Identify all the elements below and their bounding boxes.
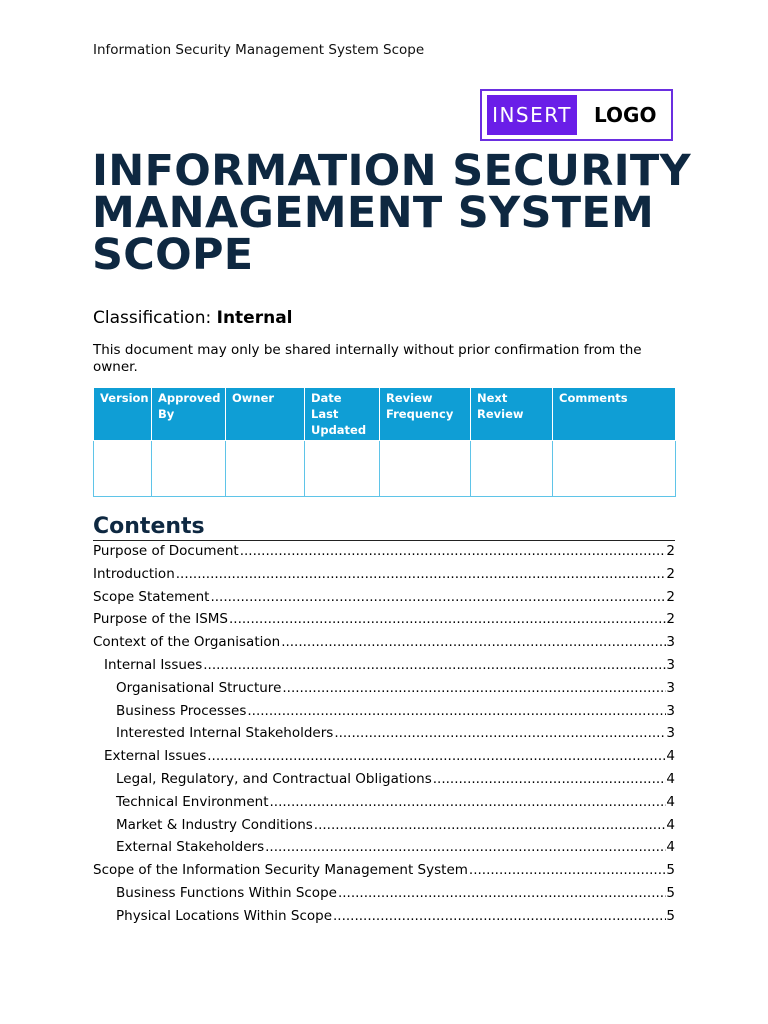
toc-entry-page-number[interactable]: 3 <box>666 656 675 673</box>
toc-entry[interactable] <box>93 703 675 726</box>
toc-entry[interactable] <box>93 794 675 817</box>
toc-entry[interactable] <box>93 634 675 657</box>
logo-text: LOGO <box>594 103 657 127</box>
toc-dot-leader <box>333 725 666 741</box>
toc-entry-page-number[interactable]: 3 <box>666 702 675 719</box>
toc-entry[interactable] <box>93 885 675 908</box>
toc-dot-leader <box>206 748 666 764</box>
toc-entry-label[interactable]: Scope Statement <box>93 588 210 605</box>
toc-dot-leader <box>280 634 666 650</box>
toc-entry-label[interactable]: Physical Locations Within Scope <box>116 907 333 924</box>
document-title: INFORMATION SECURITY MANAGEMENT SYSTEM SCOPE <box>92 146 691 280</box>
toc-dot-leader <box>281 680 666 696</box>
table-row <box>94 441 676 497</box>
toc-entry[interactable] <box>93 771 675 794</box>
toc-entry-label[interactable]: Introduction <box>93 565 175 582</box>
toc-dot-leader <box>332 908 666 924</box>
classification-line <box>93 308 293 328</box>
toc-dot-leader <box>202 657 666 673</box>
toc-entry-page-number[interactable]: 4 <box>666 839 675 856</box>
toc-entry[interactable] <box>93 589 675 612</box>
toc-entry-page-number[interactable]: 2 <box>666 543 675 559</box>
toc-entry-page-number[interactable]: 2 <box>666 588 675 605</box>
column-header-approved-by: Approved By <box>152 388 226 441</box>
toc-entry-label[interactable]: Business Processes <box>116 702 247 719</box>
toc-entry-label[interactable]: External Stakeholders <box>116 839 265 856</box>
toc-entry-page-number[interactable]: 3 <box>666 634 675 651</box>
classification-value: Internal <box>216 308 293 328</box>
toc-entry[interactable] <box>93 908 675 931</box>
toc-entry[interactable] <box>93 862 675 885</box>
toc-entry-page-number[interactable]: 5 <box>666 862 675 879</box>
toc-entry-page-number[interactable]: 4 <box>666 748 675 765</box>
version-control-table <box>93 387 676 497</box>
toc-entry-label[interactable]: Market & Industry Conditions <box>116 816 313 833</box>
toc-entry[interactable] <box>93 611 675 634</box>
toc-entry-page-number[interactable]: 2 <box>666 611 675 628</box>
toc-entry[interactable] <box>93 817 675 840</box>
toc-entry-page-number[interactable]: 3 <box>666 679 675 696</box>
table-cell-date-last-updated[interactable] <box>305 441 380 497</box>
toc-dot-leader <box>468 862 667 878</box>
table-cell-review-frequency[interactable] <box>380 441 471 497</box>
logo-placeholder <box>480 89 673 141</box>
toc-entry[interactable] <box>93 748 675 771</box>
toc-entry-page-number[interactable]: 2 <box>666 565 675 582</box>
contents-heading: Contents <box>93 514 675 541</box>
toc-entry-label[interactable]: Internal Issues <box>104 656 203 673</box>
toc-entry-label[interactable]: Legal, Regulatory, and Contractual Obligations <box>116 770 432 787</box>
toc-entry-page-number[interactable]: 5 <box>666 884 675 901</box>
toc-dot-leader <box>246 703 666 719</box>
table-cell-next-review[interactable] <box>471 441 553 497</box>
sharing-notice: This document may only be shared internally without prior confirmation from the owner. <box>93 342 642 375</box>
toc-entry[interactable] <box>93 543 675 566</box>
running-header: Information Security Management System Scope <box>93 42 425 58</box>
toc-entry-label[interactable]: External Issues <box>104 748 207 765</box>
toc-entry[interactable] <box>93 725 675 748</box>
column-header-owner: Owner <box>226 388 305 441</box>
toc-dot-leader <box>268 794 666 810</box>
toc-entry-page-number[interactable]: 3 <box>666 725 675 742</box>
table-header-row <box>94 388 676 441</box>
column-header-version: Version <box>94 388 152 441</box>
column-header-comments: Comments <box>553 388 676 441</box>
table-cell-owner[interactable] <box>226 441 305 497</box>
toc-dot-leader <box>209 589 666 605</box>
column-header-date-last-updated: Date Last Updated <box>305 388 380 441</box>
toc-dot-leader <box>228 611 666 627</box>
toc-entry-page-number[interactable]: 4 <box>666 816 675 833</box>
table-cell-comments[interactable] <box>553 441 676 497</box>
toc-dot-leader <box>337 885 666 901</box>
toc-entry[interactable] <box>93 566 675 589</box>
classification-label: Classification: <box>93 308 212 328</box>
toc-dot-leader <box>264 839 666 855</box>
table-cell-approved-by[interactable] <box>152 441 226 497</box>
toc-entry[interactable] <box>93 680 675 703</box>
toc-dot-leader <box>239 543 667 559</box>
toc-entry-page-number[interactable]: 4 <box>666 770 675 787</box>
logo-insert-text: INSERT <box>487 95 577 135</box>
toc-entry-label[interactable]: Interested Internal Stakeholders <box>116 725 334 742</box>
toc-entry[interactable] <box>93 839 675 862</box>
toc-entry-label[interactable]: Business Functions Within Scope <box>116 884 337 901</box>
table-of-contents <box>93 543 675 931</box>
column-header-review-frequency: Review Frequency <box>380 388 471 441</box>
toc-entry-label[interactable]: Purpose of the ISMS <box>93 611 228 628</box>
toc-dot-leader <box>313 817 667 833</box>
toc-entry-label[interactable]: Context of the Organisation <box>93 634 281 651</box>
column-header-next-review: Next Review <box>471 388 553 441</box>
toc-dot-leader <box>432 771 667 787</box>
toc-entry-page-number[interactable]: 4 <box>666 793 675 810</box>
toc-entry-page-number[interactable]: 5 <box>666 907 675 924</box>
toc-entry-label[interactable]: Purpose of Document <box>93 543 239 559</box>
toc-entry-label[interactable]: Scope of the Information Security Management System <box>93 862 468 879</box>
toc-entry-label[interactable]: Organisational Structure <box>116 679 282 696</box>
toc-entry-label[interactable]: Technical Environment <box>116 793 269 810</box>
toc-dot-leader <box>175 566 667 582</box>
toc-entry[interactable] <box>93 657 675 680</box>
table-cell-version[interactable] <box>94 441 152 497</box>
